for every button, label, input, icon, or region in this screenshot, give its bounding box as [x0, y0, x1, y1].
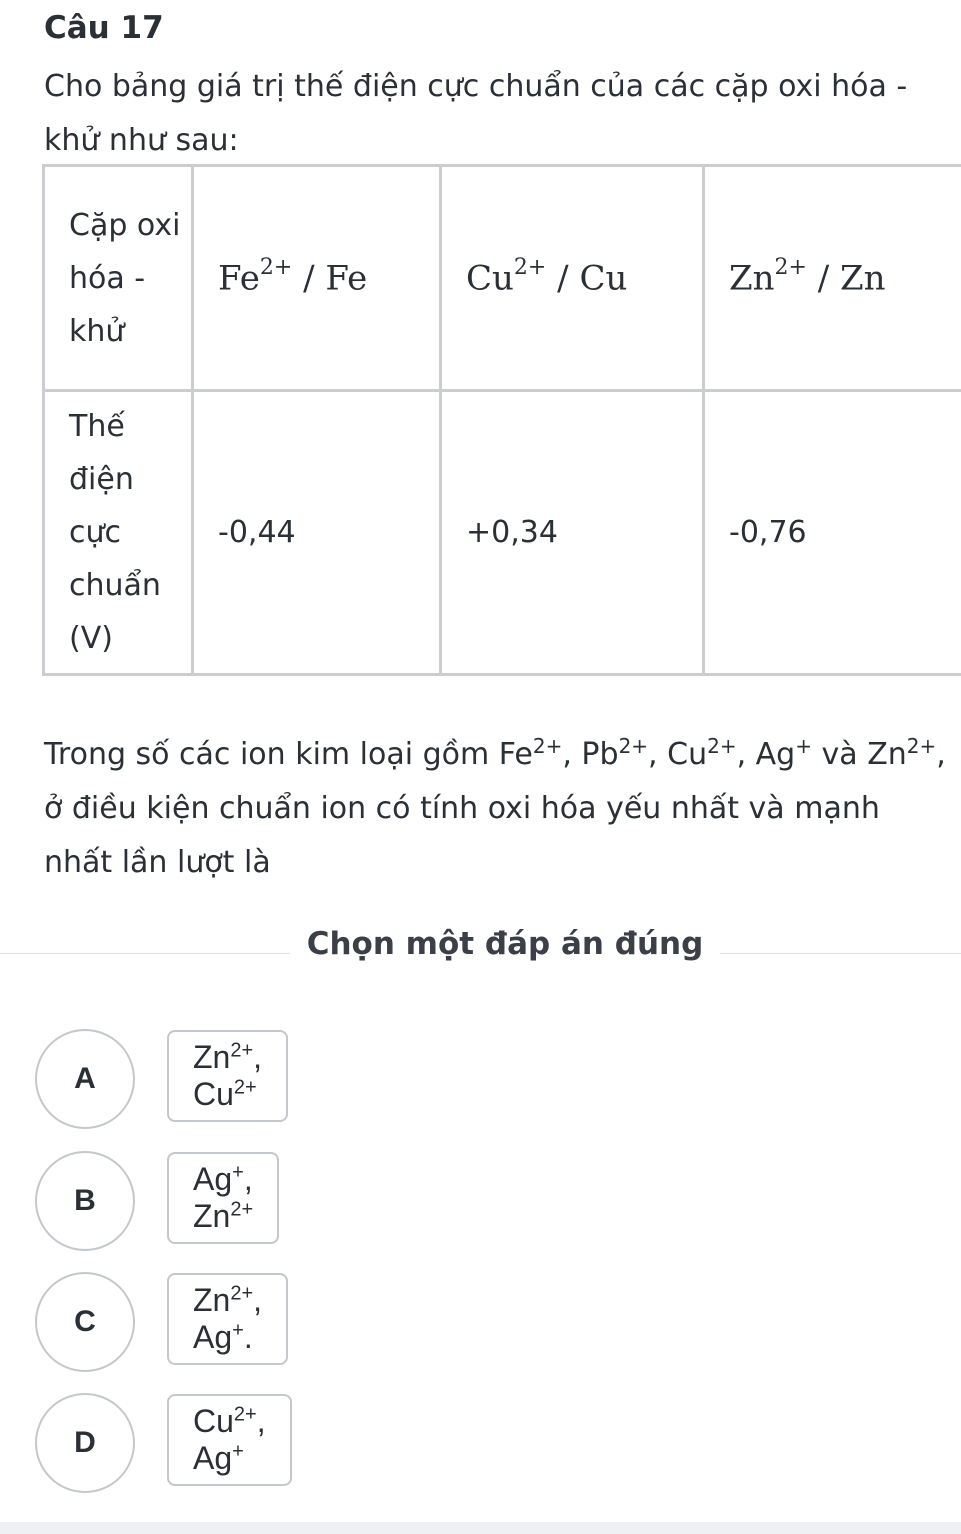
option-a-answer[interactable]: $Zn^{2+}$, $Cu^{2+}$ — [167, 1030, 288, 1122]
option-b-answer[interactable]: Ag+, $Zn^{2+}$ — [167, 1152, 279, 1244]
potential-table — [42, 164, 961, 676]
option-c-answer[interactable]: $Zn^{2+}$, Ag+. — [167, 1273, 288, 1365]
cell-cu-pair: $Cu^{2+}$ / Cu — [441, 166, 704, 391]
question-title: Câu 17 — [44, 10, 164, 46]
option-c-letter[interactable]: C — [35, 1272, 135, 1372]
cell-cu-potential: +0,34 — [441, 391, 704, 675]
bottom-strip — [0, 1522, 961, 1534]
cell-zn-pair: $Zn^{2+}$ / Zn — [704, 166, 961, 391]
option-b-letter[interactable]: B — [35, 1151, 135, 1251]
divider-left — [0, 953, 290, 954]
table-row — [44, 391, 961, 675]
option-d-answer[interactable]: $Cu^{2+}$, Ag+ — [167, 1394, 292, 1486]
divider-right — [720, 953, 961, 954]
cell-fe-pair: $Fe^{2+}$ / Fe — [193, 166, 441, 391]
question-intro: Cho bảng giá trị thế điện cực chuẩn của các cặp oxi hóa - khử như sau: — [44, 69, 908, 158]
answer-prompt: Chọn một đáp án đúng — [306, 926, 704, 962]
cell-zn-potential: -0,76 — [704, 391, 961, 675]
table-row — [44, 166, 961, 391]
question-body: Trong số các ion kim loại gồm $Fe^{2+}$, $Pb^{2+}$, $Cu^{2+}$, Ag+ và $Zn^{2+}$, ở điều kiện chuẩn ion có tính oxi hóa yếu nhất và mạnh nhất lần lượt là — [44, 734, 946, 880]
row-header-pair: Cặp oxi hóa - khử — [44, 166, 193, 391]
option-a-letter[interactable]: A — [35, 1029, 135, 1129]
cell-fe-potential: -0,44 — [193, 391, 441, 675]
option-d-letter[interactable]: D — [35, 1393, 135, 1493]
row-header-potential: Thế điện cực chuẩn (V) — [44, 391, 193, 675]
